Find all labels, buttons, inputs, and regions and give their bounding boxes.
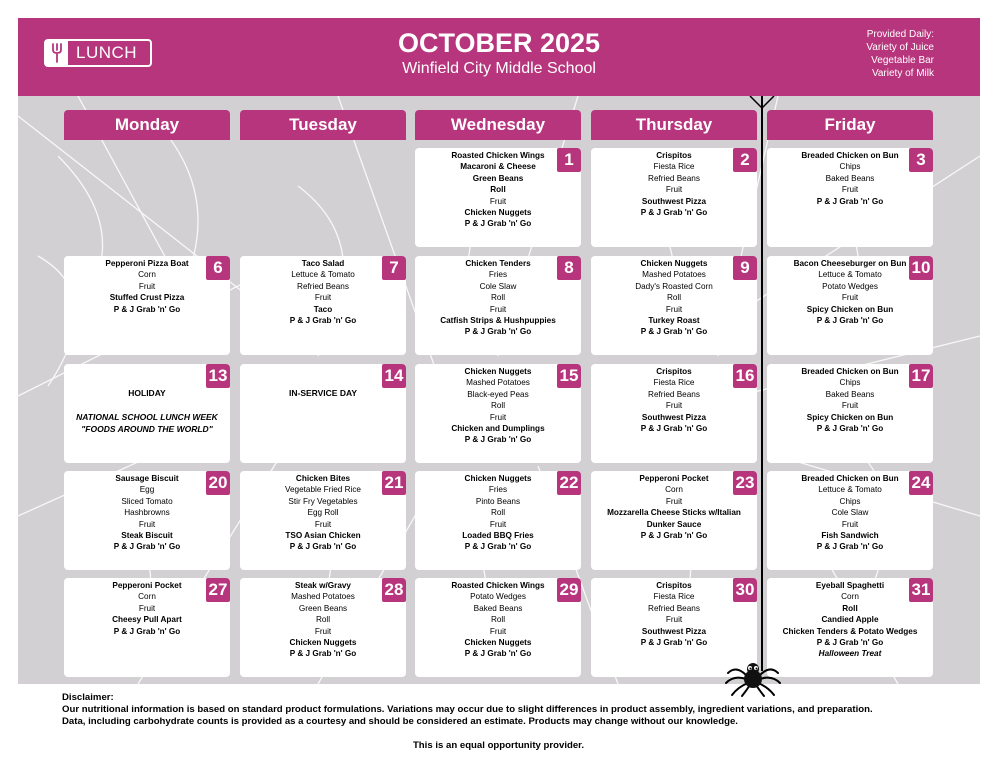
menu-item: Crispitos — [656, 581, 692, 590]
day-cell — [240, 256, 406, 355]
menu-item: Mashed Potatoes — [466, 378, 530, 388]
date-number: 20 — [206, 471, 230, 495]
date-number: 8 — [557, 256, 581, 280]
menu-item: Fruit — [665, 185, 683, 195]
menu-item: P & J Grab 'n' Go — [113, 626, 181, 636]
menu-item: Potato Wedges — [470, 592, 526, 602]
menu-item: Southwest Pizza — [641, 412, 707, 422]
disclaimer — [62, 692, 873, 728]
menu-item: Roll — [842, 603, 858, 613]
menu-item: Chicken Nuggets — [464, 474, 532, 483]
menu-item: P & J Grab 'n' Go — [289, 316, 357, 326]
menu-item: P & J Grab 'n' Go — [816, 316, 884, 326]
menu-item: Steak w/Gravy — [295, 581, 351, 590]
menu-item: Baked Beans — [473, 603, 523, 613]
date-number: 27 — [206, 578, 230, 602]
menu-item: Corn — [841, 592, 859, 602]
menu-list — [767, 258, 933, 326]
menu-item: P & J Grab 'n' Go — [816, 638, 884, 648]
menu-item: Spicy Chicken on Bun — [806, 304, 894, 314]
special-day-text: HOLIDAY — [128, 388, 166, 398]
menu-list — [767, 580, 933, 660]
special-event-label — [64, 411, 230, 435]
menu-item: Fruit — [138, 603, 156, 613]
date-number: 24 — [909, 471, 933, 495]
menu-item: Fish Sandwich — [821, 531, 879, 541]
menu-list — [415, 473, 581, 553]
menu-item: Pinto Beans — [475, 496, 521, 506]
menu-list — [591, 473, 757, 541]
menu-item: Fruit — [314, 626, 332, 636]
menu-item: Fruit — [489, 519, 507, 529]
menu-item: Candied Apple — [821, 615, 879, 625]
menu-item: Chicken Nuggets — [464, 208, 532, 218]
menu-item: Fries — [488, 270, 508, 280]
menu-item: Baked Beans — [825, 389, 875, 399]
menu-item: Steak Biscuit — [121, 531, 173, 541]
menu-item: Southwest Pizza — [641, 626, 707, 636]
menu-item: Lettuce & Tomato — [818, 270, 882, 280]
menu-item: Fruit — [138, 281, 156, 291]
menu-item: Dady's Roasted Corn — [635, 281, 713, 291]
day-cell — [64, 364, 230, 463]
menu-item: Eyeball Spaghetti — [815, 581, 885, 590]
menu-list — [767, 150, 933, 207]
menu-item: Fruit — [138, 519, 156, 529]
menu-item: Fruit — [841, 401, 859, 411]
menu-item: Sliced Tomato — [121, 496, 173, 506]
menu-list — [591, 366, 757, 434]
menu-list — [415, 150, 581, 230]
menu-item: Refried Beans — [648, 173, 700, 183]
menu-item: Fruit — [665, 615, 683, 625]
special-day-text: IN-SERVICE DAY — [288, 388, 358, 398]
date-number: 6 — [206, 256, 230, 280]
menu-item: Hashbrowns — [124, 508, 170, 518]
special-event-text: "FOODS AROUND THE WORLD" — [81, 424, 213, 434]
menu-list — [240, 473, 406, 553]
menu-item: Mozzarella Cheese Sticks w/Italian — [607, 508, 741, 518]
date-number: 21 — [382, 471, 406, 495]
menu-item: P & J Grab 'n' Go — [113, 542, 181, 552]
menu-item: Roasted Chicken Wings — [451, 581, 545, 590]
menu-item: Egg — [139, 485, 155, 495]
day-cell — [767, 578, 933, 677]
menu-item: Chicken Nuggets — [640, 259, 708, 268]
menu-item: Bacon Cheeseburger on Bun — [793, 259, 907, 268]
menu-item: P & J Grab 'n' Go — [289, 542, 357, 552]
menu-item: P & J Grab 'n' Go — [464, 219, 532, 229]
menu-item: Lettuce & Tomato — [291, 270, 355, 280]
menu-list — [240, 258, 406, 326]
day-cell — [415, 471, 581, 570]
menu-item: Corn — [665, 485, 683, 495]
disclaimer-line: Our nutritional information is based on standard product formulations. Variations may occur due to slight differences in product assembly, ingredient variations, and preparation. — [62, 704, 873, 715]
menu-item: Chips — [839, 496, 861, 506]
day-cell — [415, 148, 581, 247]
menu-item: P & J Grab 'n' Go — [640, 531, 708, 541]
menu-item: Catfish Strips & Hushpuppies — [440, 316, 556, 326]
menu-list — [591, 580, 757, 648]
menu-item: P & J Grab 'n' Go — [464, 435, 532, 445]
menu-item: P & J Grab 'n' Go — [289, 649, 357, 659]
menu-item: Vegetable Fried Rice — [284, 485, 361, 495]
disclaimer-line: Data, including carbohydrate counts is provided as a courtesy and should be considered an estimate. Products may change without our knowledge. — [62, 716, 738, 727]
menu-item: Chips — [839, 378, 861, 388]
menu-list — [415, 258, 581, 338]
menu-list — [415, 580, 581, 660]
menu-item: P & J Grab 'n' Go — [816, 196, 884, 206]
menu-item: Chicken Nuggets — [464, 638, 532, 648]
provided-daily — [866, 28, 934, 80]
day-header-monday: Monday — [64, 110, 230, 140]
menu-item: Dunker Sauce — [646, 519, 702, 529]
menu-list — [240, 580, 406, 660]
menu-item: Black-eyed Peas — [467, 389, 529, 399]
menu-item: Fiesta Rice — [653, 592, 695, 602]
menu-list — [415, 366, 581, 446]
date-number: 29 — [557, 578, 581, 602]
menu-item: Stuffed Crust Pizza — [109, 293, 185, 303]
menu-item: Fruit — [489, 196, 507, 206]
day-cell — [415, 256, 581, 355]
day-header-friday: Friday — [767, 110, 933, 140]
school-name: Winfield City Middle School — [402, 60, 596, 77]
menu-item: Roll — [315, 615, 331, 625]
date-number: 22 — [557, 471, 581, 495]
menu-item: P & J Grab 'n' Go — [113, 304, 181, 314]
day-cell — [64, 471, 230, 570]
menu-item: Halloween Treat — [818, 649, 882, 659]
menu-item: Lettuce & Tomato — [818, 485, 882, 495]
day-cell — [64, 256, 230, 355]
menu-item: Potato Wedges — [822, 281, 878, 291]
menu-list — [767, 473, 933, 553]
menu-list — [64, 258, 230, 315]
menu-item: Green Beans — [472, 173, 524, 183]
menu-item: P & J Grab 'n' Go — [640, 424, 708, 434]
day-cell — [64, 578, 230, 677]
menu-item: Crispitos — [656, 151, 692, 160]
day-cell — [591, 364, 757, 463]
day-cell — [415, 578, 581, 677]
day-cell — [767, 471, 933, 570]
day-cell — [240, 364, 406, 463]
day-header-wednesday: Wednesday — [415, 110, 581, 140]
menu-item: Chicken Tenders & Potato Wedges — [782, 626, 918, 636]
menu-item: Refried Beans — [297, 281, 349, 291]
menu-item: P & J Grab 'n' Go — [464, 649, 532, 659]
day-cell — [591, 471, 757, 570]
menu-item: Pepperoni Pocket — [639, 474, 709, 483]
menu-item: Cole Slaw — [479, 281, 517, 291]
menu-item: Fiesta Rice — [653, 378, 695, 388]
menu-item: TSO Asian Chicken — [285, 531, 361, 541]
menu-list — [591, 150, 757, 218]
page-title: OCTOBER 2025 — [397, 28, 601, 58]
day-cell — [415, 364, 581, 463]
menu-item: Fruit — [841, 293, 859, 303]
menu-item: Roll — [490, 293, 506, 303]
menu-item: Southwest Pizza — [641, 196, 707, 206]
date-number: 17 — [909, 364, 933, 388]
menu-item: Turkey Roast — [648, 316, 700, 326]
menu-item: P & J Grab 'n' Go — [640, 208, 708, 218]
menu-item: Pepperoni Pocket — [112, 581, 182, 590]
menu-item: Mashed Potatoes — [291, 592, 355, 602]
day-cell — [240, 471, 406, 570]
menu-item: Roll — [490, 401, 506, 411]
menu-item: Egg Roll — [307, 508, 339, 518]
date-number: 7 — [382, 256, 406, 280]
special-day-label — [64, 388, 230, 398]
menu-item: Mashed Potatoes — [642, 270, 706, 280]
menu-item: Roll — [490, 185, 506, 195]
date-number: 28 — [382, 578, 406, 602]
menu-item: Chicken Tenders — [465, 259, 531, 268]
special-event-text: NATIONAL SCHOOL LUNCH WEEK — [76, 412, 218, 422]
menu-item: Fruit — [665, 496, 683, 506]
menu-item: Cheesy Pull Apart — [112, 615, 182, 625]
menu-list — [591, 258, 757, 338]
menu-item: Chicken Nuggets — [289, 638, 357, 648]
menu-item: Fruit — [314, 519, 332, 529]
provided-line: Variety of Milk — [871, 68, 934, 79]
disclaimer-heading: Disclaimer: — [62, 692, 114, 703]
menu-item: Breaded Chicken on Bun — [801, 151, 899, 160]
date-number: 16 — [733, 364, 757, 388]
menu-item: Taco — [313, 304, 333, 314]
menu-item: Baked Beans — [825, 173, 875, 183]
date-number: 30 — [733, 578, 757, 602]
menu-item: Fruit — [665, 304, 683, 314]
menu-item: P & J Grab 'n' Go — [464, 542, 532, 552]
menu-item: Refried Beans — [648, 389, 700, 399]
menu-list — [64, 473, 230, 553]
menu-item: P & J Grab 'n' Go — [464, 327, 532, 337]
menu-item: Roll — [490, 615, 506, 625]
menu-item: Corn — [138, 270, 156, 280]
menu-item: Fruit — [489, 412, 507, 422]
date-number: 10 — [909, 256, 933, 280]
day-header-thursday: Thursday — [591, 110, 757, 140]
date-number: 1 — [557, 148, 581, 172]
menu-item: Fruit — [665, 401, 683, 411]
menu-item: P & J Grab 'n' Go — [640, 638, 708, 648]
menu-item: Chicken and Dumplings — [451, 424, 545, 434]
provided-line: Vegetable Bar — [871, 55, 934, 66]
date-number: 23 — [733, 471, 757, 495]
menu-item: Refried Beans — [648, 603, 700, 613]
menu-item: Fiesta Rice — [653, 162, 695, 172]
menu-item: P & J Grab 'n' Go — [816, 424, 884, 434]
date-number: 31 — [909, 578, 933, 602]
day-cell — [240, 578, 406, 677]
menu-item: Stir Fry Vegetables — [288, 496, 358, 506]
menu-item: Fruit — [841, 185, 859, 195]
menu-item: Chips — [839, 162, 861, 172]
day-cell — [767, 148, 933, 247]
menu-item: Sausage Biscuit — [115, 474, 179, 483]
menu-item: Fruit — [314, 293, 332, 303]
day-cell — [767, 256, 933, 355]
special-day-label — [240, 388, 406, 398]
date-number: 3 — [909, 148, 933, 172]
menu-item: Cole Slaw — [831, 508, 869, 518]
menu-item: Green Beans — [298, 603, 348, 613]
menu-item: Crispitos — [656, 367, 692, 376]
menu-item: Chicken Nuggets — [464, 367, 532, 376]
day-cell — [591, 256, 757, 355]
menu-item: Macaroni & Cheese — [460, 162, 536, 172]
menu-list — [64, 580, 230, 637]
menu-item: Pepperoni Pizza Boat — [105, 259, 189, 268]
menu-item: Loaded BBQ Fries — [462, 531, 534, 541]
menu-item: Fruit — [489, 626, 507, 636]
spider-icon — [724, 655, 782, 697]
equal-opportunity-statement: This is an equal opportunity provider. — [412, 740, 585, 751]
date-number: 14 — [382, 364, 406, 388]
menu-item: Corn — [138, 592, 156, 602]
date-number: 2 — [733, 148, 757, 172]
menu-item: Chicken Bites — [295, 474, 351, 483]
menu-item: Taco Salad — [301, 259, 345, 268]
menu-item: Breaded Chicken on Bun — [801, 367, 899, 376]
day-cell — [767, 364, 933, 463]
provided-line: Provided Daily: — [866, 29, 934, 40]
provided-line: Variety of Juice — [866, 42, 934, 53]
date-number: 13 — [206, 364, 230, 388]
menu-item: Fruit — [841, 519, 859, 529]
menu-item: Breaded Chicken on Bun — [801, 474, 899, 483]
day-cell — [591, 148, 757, 247]
menu-item: Roasted Chicken Wings — [451, 151, 545, 160]
date-number: 15 — [557, 364, 581, 388]
menu-item: P & J Grab 'n' Go — [640, 327, 708, 337]
menu-item: P & J Grab 'n' Go — [816, 542, 884, 552]
menu-item: Roll — [666, 293, 682, 303]
menu-item: Roll — [490, 508, 506, 518]
menu-item: Fries — [488, 485, 508, 495]
date-number: 9 — [733, 256, 757, 280]
menu-item: Spicy Chicken on Bun — [806, 412, 894, 422]
menu-list — [767, 366, 933, 434]
logo-text: LUNCH — [76, 43, 138, 62]
menu-item: Fruit — [489, 304, 507, 314]
day-header-tuesday: Tuesday — [240, 110, 406, 140]
header-banner — [18, 18, 980, 96]
